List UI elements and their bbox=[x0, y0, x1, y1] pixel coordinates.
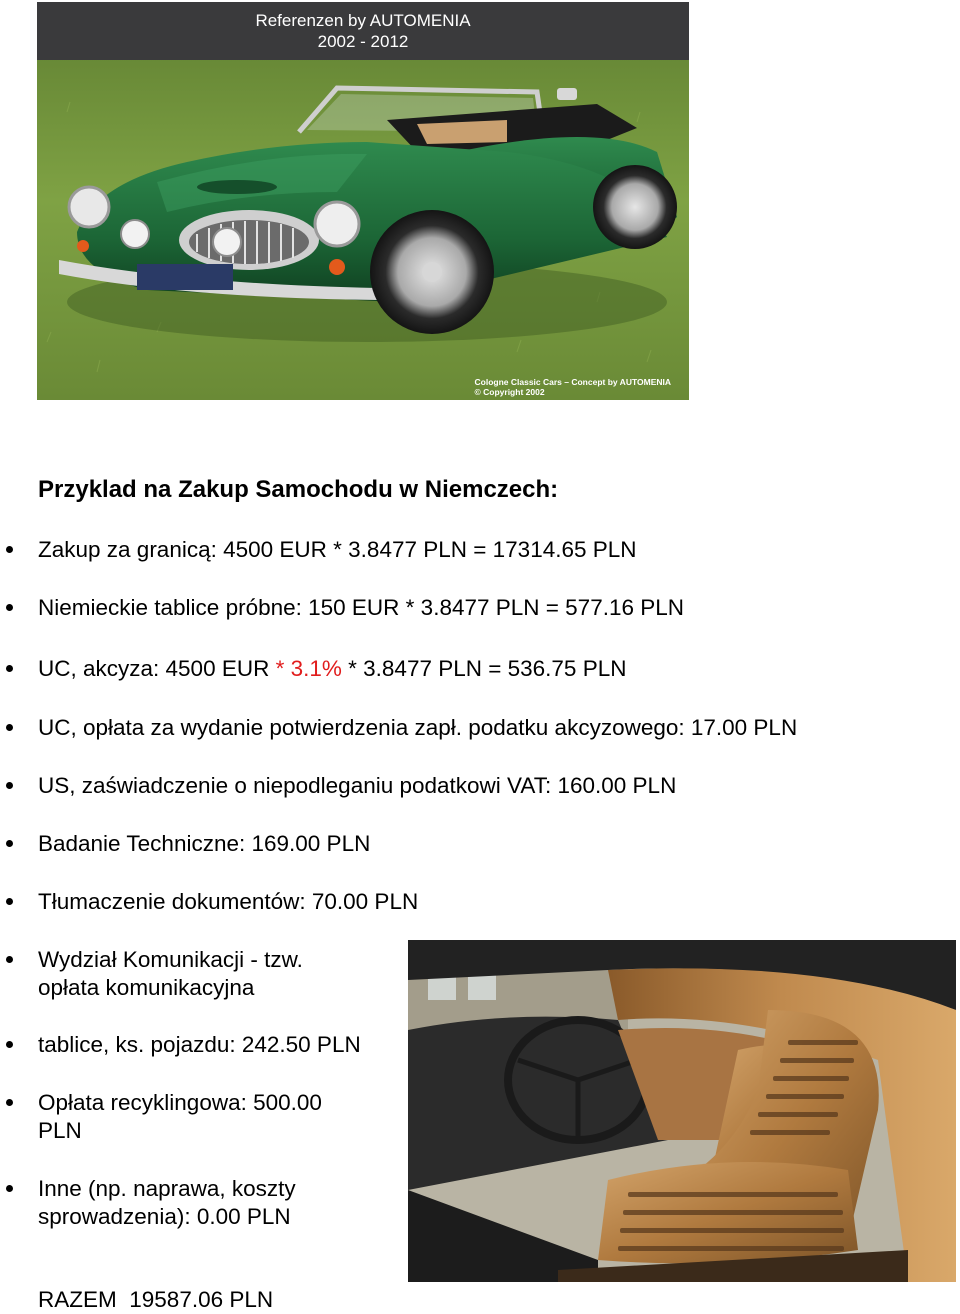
list-item-line: Inne (np. naprawa, koszty bbox=[38, 1176, 296, 1201]
list-item bbox=[38, 1089, 322, 1145]
banner-title: Referenzen by AUTOMENIA bbox=[255, 11, 471, 30]
list-item bbox=[38, 1175, 296, 1231]
excise-prefix: UC, akcyza: 4500 EUR bbox=[38, 656, 276, 681]
green-roadster-illustration bbox=[37, 2, 689, 400]
list-item bbox=[38, 946, 303, 1002]
page-heading: Przyklad na Zakup Samochodu w Niemczech: bbox=[38, 476, 559, 503]
total-label: RAZEM bbox=[38, 1287, 117, 1312]
excise-suffix: * 3.8477 PLN = 536.75 PLN bbox=[341, 656, 627, 681]
list-item-line: sprowadzenia): 0.00 PLN bbox=[38, 1204, 291, 1229]
photo-caption-credit: Cologne Classic Cars – Concept by AUTOMENIA bbox=[474, 377, 671, 387]
list-item-line: opłata komunikacyjna bbox=[38, 975, 255, 1000]
list-item-line: Opłata recyklingowa: 500.00 bbox=[38, 1090, 322, 1115]
list-item: US, zaświadczenie o niepodleganiu podatkowi VAT: 160.00 PLN bbox=[38, 773, 677, 798]
list-item: tablice, ks. pojazdu: 242.50 PLN bbox=[38, 1032, 361, 1057]
list-item: Badanie Techniczne: 169.00 PLN bbox=[38, 831, 371, 856]
list-item: Niemieckie tablice próbne: 150 EUR * 3.8477 PLN = 577.16 PLN bbox=[38, 595, 685, 620]
total-line bbox=[38, 1286, 273, 1314]
list-item: Zakup za granicą: 4500 EUR * 3.8477 PLN = 17314.65 PLN bbox=[38, 537, 637, 562]
photo-caption bbox=[475, 377, 671, 397]
car-photo-interior bbox=[408, 940, 956, 1282]
photo-banner bbox=[37, 2, 689, 60]
list-item-line: Wydział Komunikacji - tzw. bbox=[38, 947, 303, 972]
list-item-line: PLN bbox=[38, 1118, 82, 1143]
car-photo-exterior bbox=[37, 2, 689, 400]
banner-years: 2002 - 2012 bbox=[317, 32, 409, 51]
list-item: UC, opłata za wydanie potwierdzenia zapł. podatku akcyzowego: 17.00 PLN bbox=[38, 715, 798, 740]
photo-caption-copyright: © Copyright 2002 bbox=[474, 387, 545, 397]
total-value: 19587.06 PLN bbox=[129, 1287, 274, 1312]
leather-interior-illustration bbox=[408, 940, 956, 1282]
list-item: Tłumaczenie dokumentów: 70.00 PLN bbox=[38, 889, 419, 914]
excise-rate: * 3.1% bbox=[275, 656, 342, 681]
list-item bbox=[38, 655, 626, 683]
